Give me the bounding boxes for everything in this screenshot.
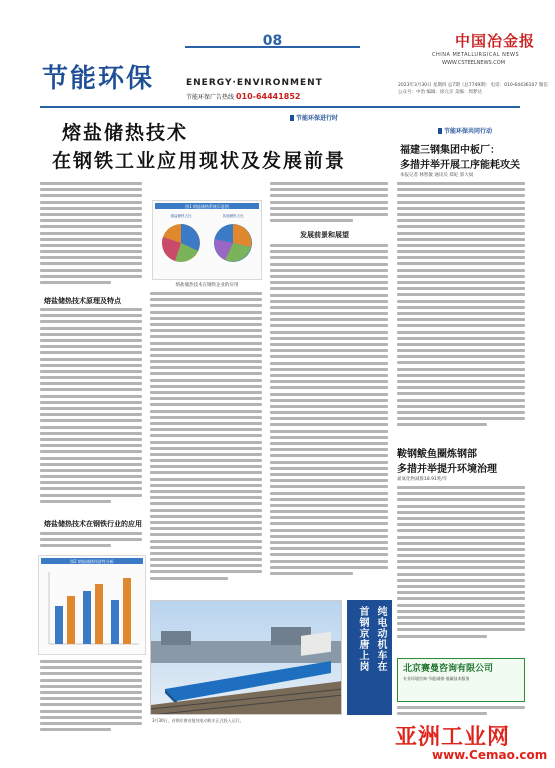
hotline-number: 010-64441852	[235, 92, 301, 101]
pie2-label: 其他储热占比	[222, 214, 244, 218]
masthead-logo: 中国冶金报	[455, 32, 536, 50]
masthead-english: CHINA METALLURGICAL NEWS	[432, 52, 520, 58]
bar	[83, 591, 91, 644]
ad-hotline	[186, 92, 301, 101]
locomotive-photo	[150, 600, 342, 715]
bar-chart-svg	[39, 556, 145, 654]
right-bottom-body	[397, 706, 525, 720]
figure-bar-chart	[38, 555, 146, 655]
article-body-col3-b	[270, 244, 388, 594]
page-number-box	[185, 30, 360, 48]
issue-meta: 2023年3月30日 星期四 总7期（总7749期） 电话：010-64436107 微信公众号：中冶 编辑：徐元京 美编：周梦达	[398, 83, 548, 95]
right-headline2-line1: 鞍钢鲅鱼圈炼钢部	[397, 449, 477, 460]
ad-subtitle: 专业环境咨询·节能减排·低碳技术服务	[403, 676, 470, 681]
figure-pie-charts	[152, 200, 262, 280]
locomotive-illustration	[151, 601, 342, 715]
sub-head-application: 熔盐储热技术在钢铁行业的应用	[44, 520, 142, 528]
article-body-col1-c	[40, 532, 142, 552]
right-headline1-line2: 多措并举开展工序能耗攻关	[400, 160, 520, 171]
right-article1-body	[397, 182, 525, 437]
ad-title: 北京赛曼咨询有限公司	[403, 664, 494, 674]
pie-figure-caption: 熔盐储热技术在钢铁企业的应用	[175, 283, 239, 288]
article-body-col1-d	[40, 660, 142, 735]
pie-chart-svg	[153, 201, 261, 279]
article-body-col1-a	[40, 182, 142, 292]
right-article1-byline: 本报记者 林智敏 通讯员 郑妃 郭大斌	[400, 173, 474, 178]
bar	[67, 596, 75, 644]
hotline-label: 节能环保广告热线	[186, 94, 235, 101]
watermark-logo: 亚洲工业网	[395, 725, 511, 750]
column-tag-right: 节能环保共同行动	[438, 126, 492, 135]
article-body-col1-b	[40, 308, 142, 513]
bar	[95, 584, 103, 644]
bar-chart-title: 图2 熔盐储热经济性分析	[70, 559, 114, 564]
photo-story-title-col2: 首钢京唐上岗	[357, 606, 368, 672]
main-headline-line2: 在钢铁工业应用现状及发展前景	[52, 150, 347, 172]
pie1-label: 熔盐储热占比	[170, 214, 192, 218]
right-article2-body	[397, 486, 525, 651]
pie-left	[162, 224, 200, 262]
bar	[55, 606, 63, 644]
watermark-url[interactable]: www.Cemao.com	[432, 748, 548, 762]
section-english-title: ENERGY·ENVIRONMENT	[186, 78, 323, 88]
pie-right	[214, 224, 252, 262]
photo-story-title-col1: 纯电动机车在	[375, 606, 386, 672]
sub-head-principle: 熔盐储热技术原理及特点	[44, 297, 121, 305]
article-body-col3-a	[270, 182, 388, 227]
article-body-col2	[150, 292, 262, 592]
photo-caption: 3月30日，首钢京唐首批纯电动机车正式投入运行。	[152, 718, 244, 723]
right-article2-subtitle: 氮氧化物减排18.91吨/年	[397, 477, 448, 482]
bar	[111, 600, 119, 644]
page-number: 08	[262, 33, 283, 49]
sub-head-outlook: 发展前景和展望	[300, 231, 349, 239]
bar	[123, 578, 131, 644]
main-headline-line1: 熔盐储热技术	[62, 122, 189, 144]
right-headline1-line1: 福建三钢集团中板厂：	[400, 145, 500, 156]
section-title: 节能环保	[42, 64, 155, 94]
photo-story-title-box	[347, 600, 392, 715]
masthead-url[interactable]: WWW.CSTEELNEWS.COM	[442, 60, 506, 66]
right-headline2-line2: 多措并举提升环境治理	[397, 464, 497, 475]
column-tag-left: 节能环保进行时	[290, 113, 338, 122]
header-divider	[40, 106, 520, 108]
pie-figure-title: 图1 熔盐储热系统示意图	[185, 204, 229, 209]
